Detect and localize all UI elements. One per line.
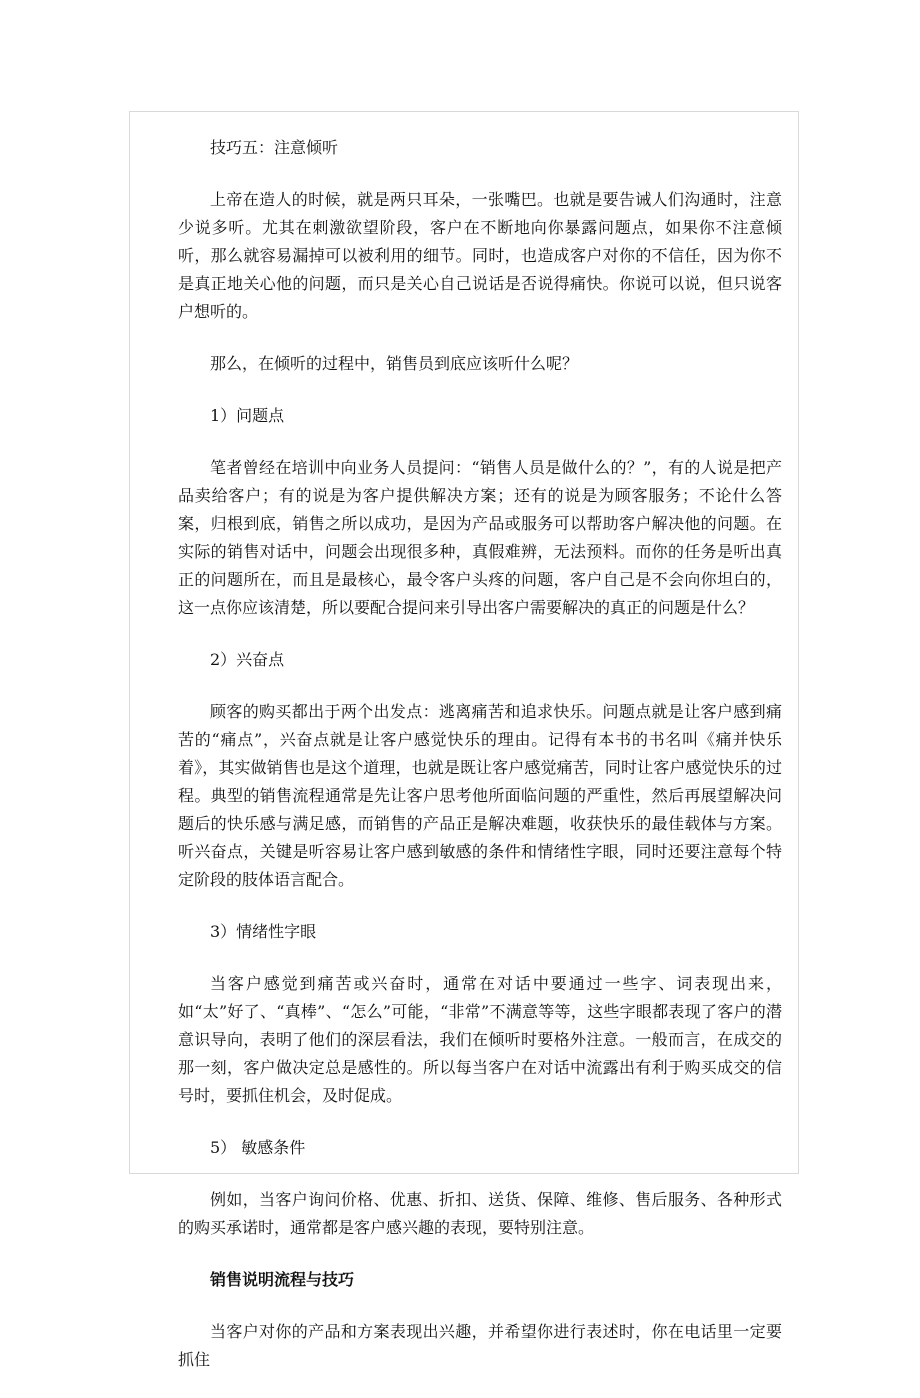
subheading-emotional-words: 3）情绪性字眼 <box>210 922 317 941</box>
document-body <box>178 134 782 1398</box>
subheading-problem-points: 1）问题点 <box>210 406 285 425</box>
paragraph: 例如，当客户询问价格、优惠、折扣、送货、保障、维修、售后服务、各种形式的购买承诺时，通常都是客户感兴趣的表现，要特别注意。 <box>178 1190 782 1237</box>
section-heading-sales-presentation: 销售说明流程与技巧 <box>210 1270 355 1289</box>
paragraph: 那么，在倾听的过程中，销售员到底应该听什么呢？ <box>210 354 579 373</box>
paragraph: 当客户感觉到痛苦或兴奋时，通常在对话中要通过一些字、词表现出来，如“太”好了、“真棒”、“怎么”可能，“非常”不满意等等，这些字眼都表现了客户的潜意识导向，表明了他们的深层看法，我们在倾听时要格外注意。一般而言，在成交的那一刻，客户做决定总是感性的。所以每当客户在对话中流露出有利于购买成交的信号时，要抓住机会，及时促成。 <box>178 974 782 1105</box>
paragraph: 当客户对你的产品和方案表现出兴趣，并希望你进行表述时，你在电话里一定要抓住 <box>178 1322 782 1369</box>
paragraph: 上帝在造人的时候，就是两只耳朵，一张嘴巴。也就是要告诫人们沟通时，注意少说多听。尤其在刺激欲望阶段，客户在不断地向你暴露问题点，如果你不注意倾听，那么就容易漏掉可以被利用的细节。同时，也造成客户对你的不信任，因为你不是真正地关心他的问题，而只是关心自己说话是否说得痛快。你说可以说，但只说客户想听的。 <box>178 190 782 321</box>
subheading-sensitive-conditions: 5） 敏感条件 <box>210 1138 306 1157</box>
paragraph: 笔者曾经在培训中向业务人员提问：“销售人员是做什么的？”，有的人说是把产品卖给客户；有的说是为客户提供解决方案；还有的说是为顾客服务；不论什么答案，归根到底，销售之所以成功，是因为产品或服务可以帮助客户解决他的问题。在实际的销售对话中，问题会出现很多种，真假难辨，无法预料。而你的任务是听出真正的问题所在，而且是最核心，最令客户头疼的问题，客户自己是不会向你坦白的，这一点你应该清楚，所以要配合提问来引导出客户需要解决的真正的问题是什么？ <box>178 458 782 617</box>
document-page <box>129 111 799 1369</box>
paragraph: 顾客的购买都出于两个出发点：逃离痛苦和追求快乐。问题点就是让客户感到痛苦的“痛点”，兴奋点就是让客户感觉快乐的理由。记得有本书的书名叫《痛并快乐着》，其实做销售也是这个道理，也就是既让客户感觉痛苦，同时让客户感觉快乐的过程。典型的销售流程通常是先让客户思考他所面临问题的严重性，然后再展望解决问题后的快乐感与满足感，而销售的产品正是解决难题，收获快乐的最佳载体与方案。听兴奋点，关键是听容易让客户感到敏感的条件和情绪性字眼，同时还要注意每个特定阶段的肢体语言配合。 <box>178 702 782 889</box>
subheading-excitement-points: 2）兴奋点 <box>210 650 285 669</box>
section-heading-tip-5: 技巧五：注意倾听 <box>210 138 339 157</box>
